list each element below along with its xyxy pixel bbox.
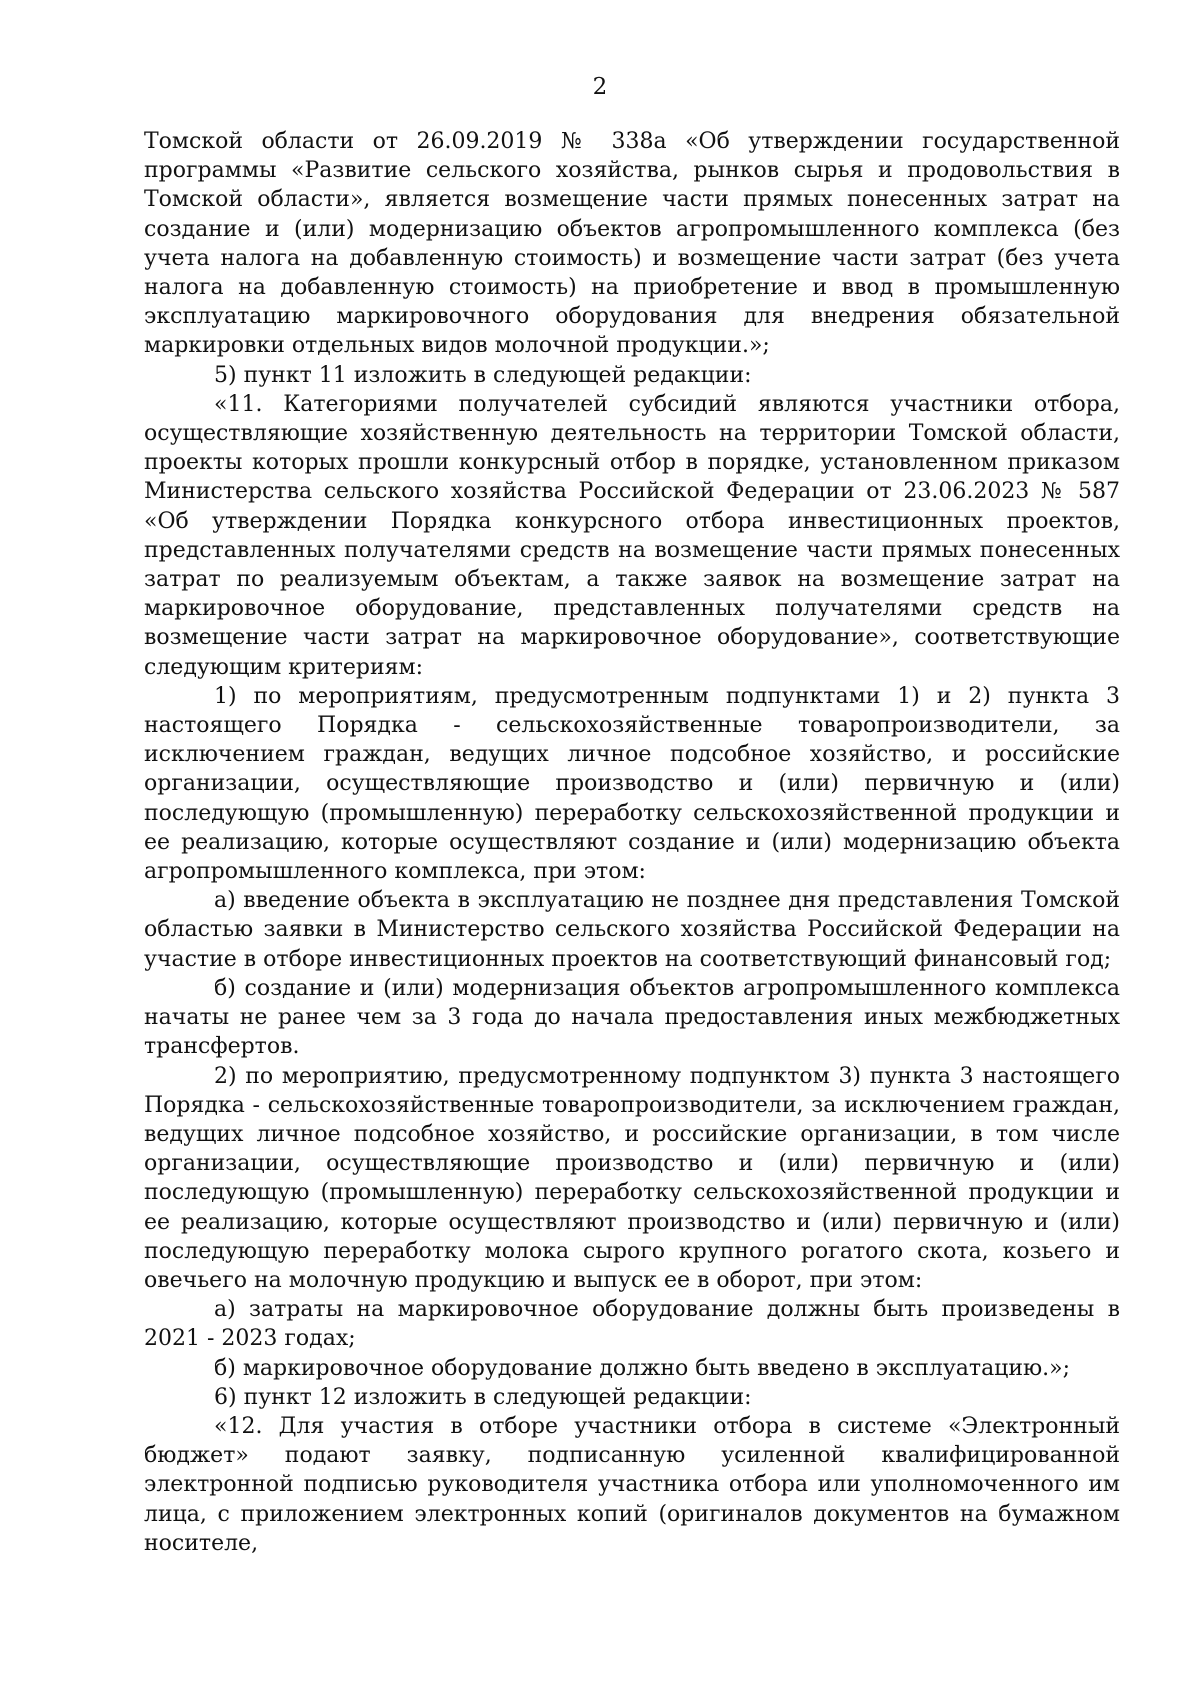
- paragraph-9: б) маркировочное оборудование должно быть введено в эксплуатацию.»;: [214, 1355, 1071, 1381]
- document-body: [144, 127, 1120, 1558]
- paragraph-4: 1) по мероприятиям, предусмотренным подпунктами 1) и 2) пункта 3 настоящего Порядка - сельскохозяйственные товаропроизводители, за исключением граждан, ведущих личное подсобное хозяйство, и российские организации, осуществляющие производство и (или) первичную и (или) последующую (промышленную) переработку сельскохозяйственной продукции и ее реализацию, которые осуществляют создание и (или) модернизацию объекта агропромышленного комплекса, при этом:: [144, 683, 1120, 885]
- paragraph-2: 5) пункт 11 изложить в следующей редакции:: [214, 362, 752, 388]
- paragraph-6: б) создание и (или) модернизация объектов агропромышленного комплекса начаты не ранее чем за 3 года до начала предоставления иных межбюджетных трансфертов.: [144, 975, 1120, 1060]
- paragraph-3: «11. Категориями получателей субсидий являются участники отбора, осуществляющие хозяйственную деятельность на территории Томской области, проекты которых прошли конкурсный отбор в порядке, установленном приказом Министерства сельского хозяйства Российской Федерации от 23.06.2023 № 587 «Об утверждении Порядка конкурсного отбора инвестиционных проектов, представленных получателями средств на возмещение части прямых понесенных затрат по реализуемым объектам, а также заявок на возмещение затрат на маркировочное оборудование, представленных получателями средств на возмещение части затрат на маркировочное оборудование», соответствующие следующим критериям:: [144, 391, 1120, 680]
- paragraph-8: а) затраты на маркировочное оборудование должны быть произведены в 2021 - 2023 годах;: [144, 1297, 1120, 1352]
- paragraph-10: 6) пункт 12 изложить в следующей редакции:: [214, 1384, 752, 1410]
- page-number: 2: [592, 74, 608, 100]
- paragraph-11: «12. Для участия в отборе участники отбора в системе «Электронный бюджет» подают заявку, подписанную усиленной квалифицированной электронной подписью руководителя участника отбора или уполномоченного им лица, с приложением электронных копий (оригиналов документов на бумажном носителе,: [144, 1413, 1120, 1556]
- paragraph-1: Томской области от 26.09.2019 № 338а «Об утверждении государственной программы «Развитие сельского хозяйства, рынков сырья и продовольствия в Томской области», является возмещение части прямых понесенных затрат на создание и (или) модернизацию объектов агропромышленного комплекса (без учета налога на добавленную стоимость) и возмещение части затрат (без учета налога на добавленную стоимость) на приобретение и ввод в промышленную эксплуатацию маркировочного оборудования для внедрения обязательной маркировки отдельных видов молочной продукции.»;: [144, 129, 1120, 359]
- paragraph-5: а) введение объекта в эксплуатацию не позднее дня представления Томской областью заявки в Министерство сельского хозяйства Российской Федерации на участие в отборе инвестиционных проектов на соответствующий финансовый год;: [144, 888, 1120, 972]
- paragraph-7: 2) по мероприятию, предусмотренному подпунктом 3) пункта 3 настоящего Порядка - сельскохозяйственные товаропроизводители, за исключением граждан, ведущих личное подсобное хозяйство, и российские организации, в том числе организации, осуществляющие производство и (или) первичную и (или) последующую (промышленную) переработку сельскохозяйственной продукции и ее реализацию, которые осуществляют производство и (или) первичную и (или) последующую переработку молока сырого крупного рогатого скота, козьего и овечьего на молочную продукцию и выпуск ее в оборот, при этом:: [144, 1063, 1120, 1293]
